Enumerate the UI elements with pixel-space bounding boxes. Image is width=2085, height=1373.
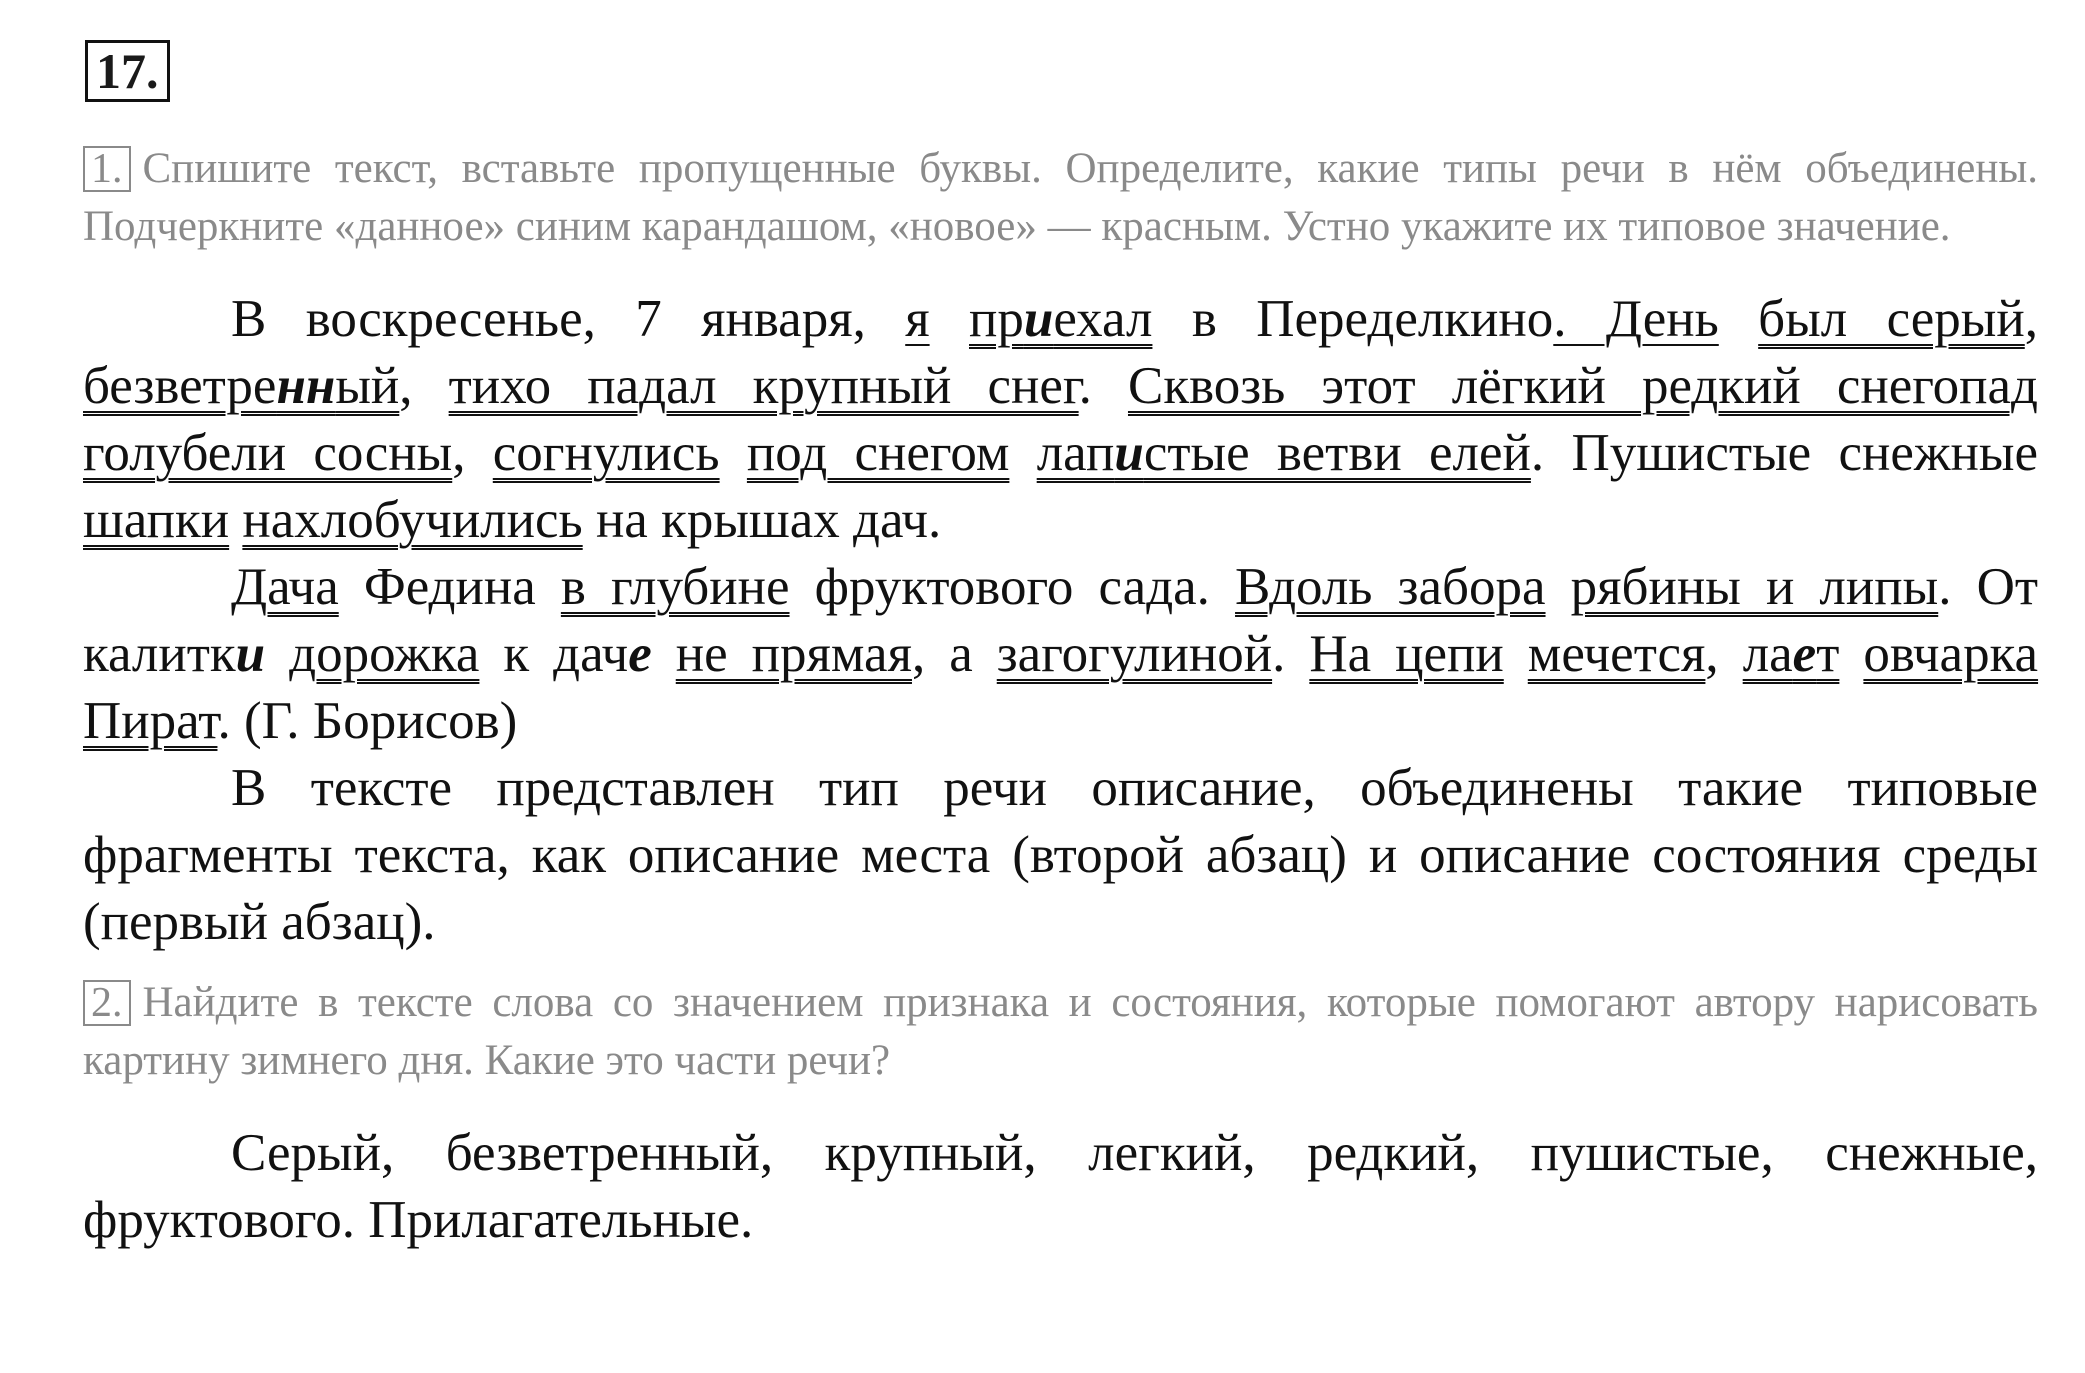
text-span: , а — [911, 625, 997, 683]
inserted-letter: нн — [276, 357, 336, 415]
subject: я — [905, 290, 930, 348]
text-span: на крышах дач. — [582, 491, 942, 549]
subject: рябины и липы — [1570, 558, 1939, 616]
text-span: . От калитк — [83, 558, 2039, 683]
adverbial: под снегом — [746, 424, 1010, 482]
text-span: Федина — [338, 558, 561, 616]
inserted-letter: е — [628, 625, 652, 683]
text-span: к дач — [479, 625, 629, 683]
paragraph-2 — [83, 554, 2038, 755]
answer-text — [83, 286, 2038, 956]
inserted-letter: и — [1023, 290, 1054, 348]
predicate: был серый — [1758, 290, 2025, 348]
text-span: , — [452, 424, 493, 482]
task-1-number: 1. — [83, 146, 131, 192]
word-part: стые ветви елей — [1143, 424, 1531, 482]
text-span — [229, 491, 242, 549]
text-span — [652, 625, 676, 683]
subject: Дача — [231, 558, 339, 616]
task-1-text: Спишите текст, вставьте пропущенные буквы. Определите, какие типы речи в нём объединены. Подчеркните «данное» синим карандашом, «новое» — красным. Устно укажите их типовое значение. — [83, 145, 2038, 250]
predicate: загогулиной — [996, 625, 1273, 683]
predicate — [969, 290, 1152, 348]
subject — [1037, 424, 1531, 482]
text-span: фруктового сада. — [789, 558, 1236, 616]
predicate: На цепи — [1309, 625, 1504, 683]
text-span — [265, 625, 289, 683]
task-2 — [83, 974, 2038, 1090]
inserted-letter: е — [1792, 625, 1817, 683]
exercise-number-box: 17. — [85, 40, 170, 102]
inserted-letter: и — [1114, 424, 1144, 482]
word-part: лап — [1036, 424, 1115, 482]
word-part: ехал — [1053, 290, 1153, 348]
task-2-text: Найдите в тексте слова со значением признака и состояния, которые помогают автору нарисовать картину зимнего дня. Какие это части речи? — [83, 979, 2038, 1084]
predicate: в глубине — [560, 558, 790, 616]
clause: Сквозь этот лёгкий редкий снегопад голубели сосны — [83, 357, 2039, 482]
text-span — [1546, 558, 1571, 616]
answer-2-text: Серый, безветренный, крупный, легкий, редкий, пушистые, снежные, фруктового. Прилагательные. — [83, 1124, 2038, 1249]
subject: шапки — [83, 491, 230, 549]
text-span — [1719, 290, 1758, 348]
word-part: пр — [969, 290, 1024, 348]
predicate: не прямая — [675, 625, 912, 683]
inserted-letter: и — [235, 625, 266, 683]
answer-2 — [83, 1120, 2038, 1254]
predicate — [1743, 625, 1840, 683]
text-span: В воскресенье, 7 января, — [231, 290, 906, 348]
text-span — [720, 424, 747, 482]
exercise-page — [83, 40, 2038, 1254]
text-span: . Пушистые снежные — [1530, 424, 2039, 482]
word-part: т — [1816, 625, 1840, 683]
subject: дорожка — [289, 625, 480, 683]
word-part: ый — [335, 357, 400, 415]
clause: тихо падал крупный снег — [448, 357, 1079, 415]
predicate: нахлобучились — [242, 491, 583, 549]
paragraph-1 — [83, 286, 2038, 554]
subject: . День — [1553, 290, 1719, 348]
text-span: . — [1078, 357, 1128, 415]
text-span: в Переделкино — [1152, 290, 1554, 348]
text-span: . — [1272, 625, 1310, 683]
predicate — [83, 357, 399, 415]
text-span: , — [399, 357, 449, 415]
predicate: мечется — [1527, 625, 1706, 683]
task-2-number: 2. — [83, 980, 131, 1026]
predicate: Вдоль забора — [1235, 558, 1546, 616]
word-part: ла — [1742, 625, 1793, 683]
task-1 — [83, 140, 2038, 256]
text-span: , — [2024, 290, 2038, 348]
word-part: безветре — [83, 357, 277, 415]
paragraph-3: В тексте представлен тип речи описание, объединены такие типовые фрагменты текста, как описание места (второй абзац) и описание состояния среды (первый абзац). — [83, 759, 2038, 951]
text-span: . (Г. Борисов) — [217, 692, 518, 750]
text-span — [1504, 625, 1528, 683]
text-span: , — [1705, 625, 1743, 683]
exercise-number — [83, 40, 2038, 102]
text-span — [1009, 424, 1036, 482]
predicate: согнулись — [492, 424, 720, 482]
subject: овчарка Пират — [83, 625, 2039, 750]
text-span — [930, 290, 969, 348]
text-span — [1839, 625, 1863, 683]
